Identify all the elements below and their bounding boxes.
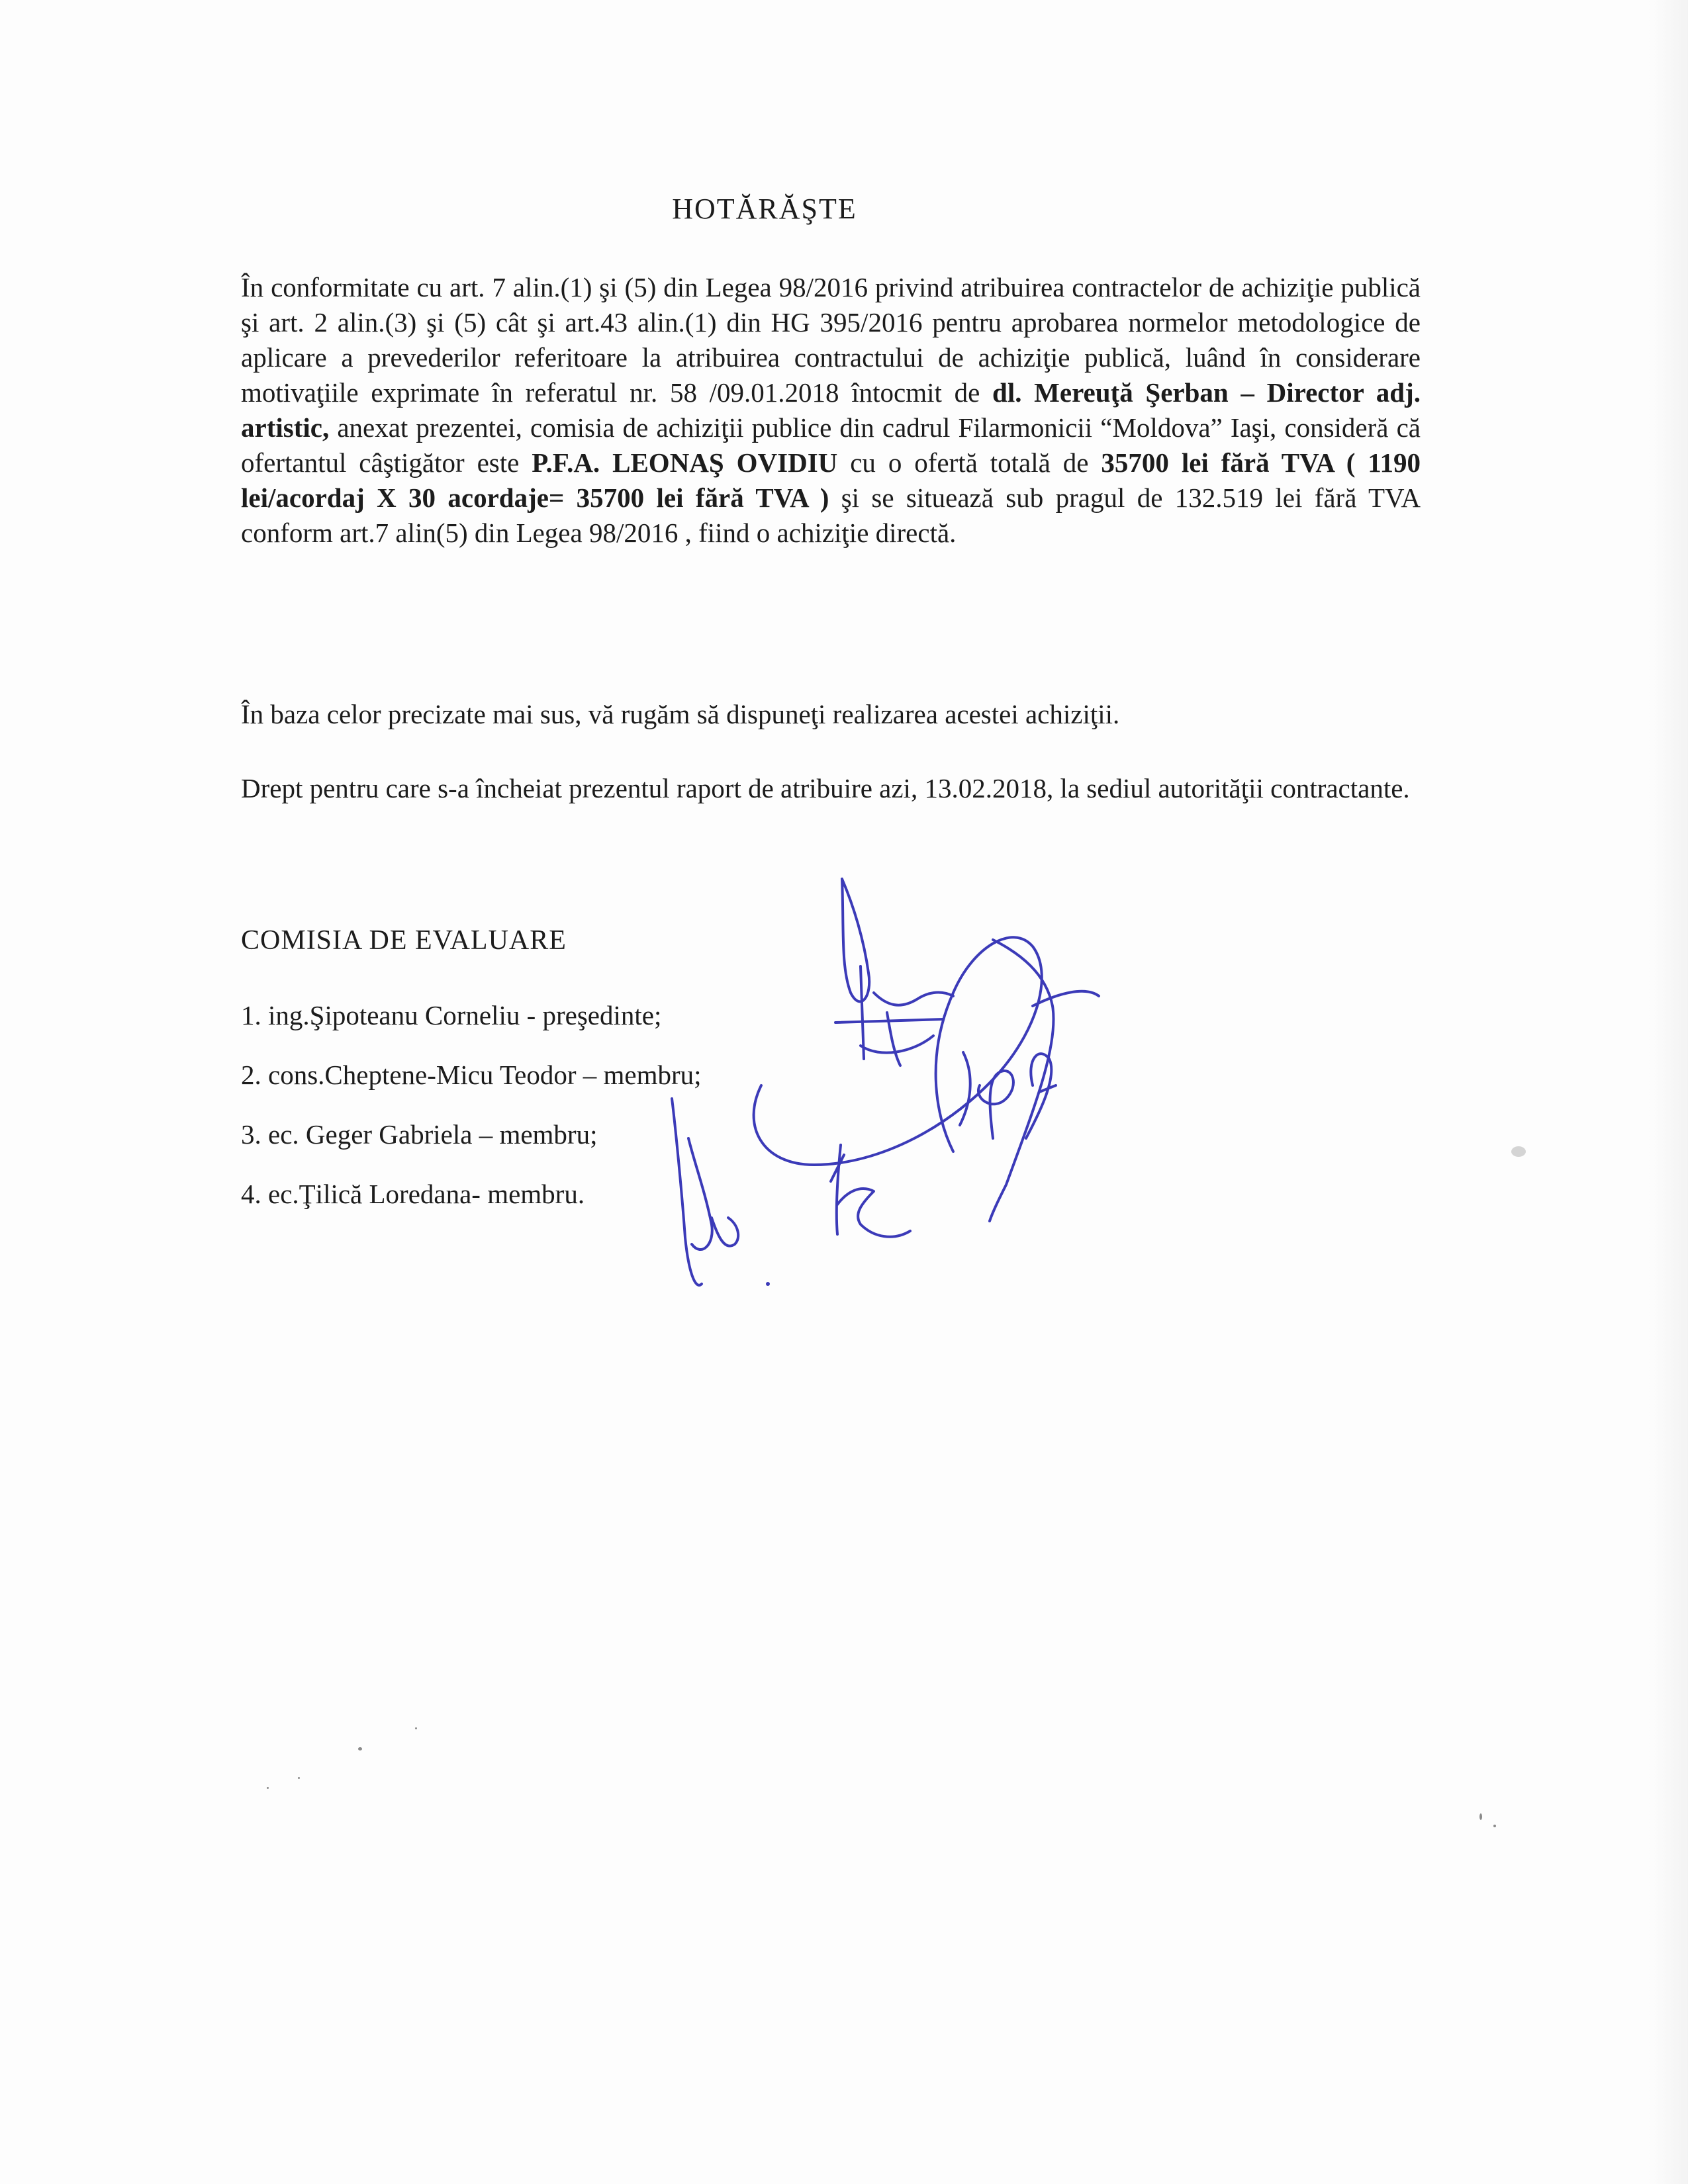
scan-speck — [358, 1747, 362, 1751]
request-paragraph: În baza celor precizate mai sus, vă rugăm să dispuneţi realizarea acestei achiziţii. — [241, 699, 1120, 729]
signature-president — [835, 879, 953, 1066]
signature-member-2 — [754, 937, 1099, 1221]
member-item: 3. ec. Geger Gabriela – membru; — [241, 1119, 598, 1150]
paragraph-text: şi se situează sub pragul de 132.519 lei fără TVA conform art.7 alin(5) din Legea 98/2016 , fiind o achiziţie directă. — [241, 482, 1421, 548]
member-item: 1. ing.Şipoteanu Corneliu - preşedinte; — [241, 1000, 662, 1030]
winning-bidder: P.F.A. LEONAŞ OVIDIU — [532, 447, 838, 478]
scan-speck — [1479, 1813, 1482, 1820]
scan-speck — [1493, 1825, 1496, 1827]
scan-speck — [267, 1787, 269, 1789]
referent-name: dl. Mereuţă Şerban – Director adj. artistic, — [241, 377, 1421, 443]
document-heading: HOTĂRĂŞTE — [672, 193, 857, 225]
offer-amount: 35700 lei fără TVA ( 1190 lei/acordaj X 30 acordaje= 35700 lei fără TVA ) — [241, 447, 1421, 513]
paragraph-text: cu o ofertă totală de — [837, 447, 1102, 478]
paragraph-text: În conformitate cu art. 7 alin.(1) şi (5) din Legea 98/2016 privind atribuirea contractelor de achiziţie publică şi art. 2 alin.(3) şi (5) cât şi art.43 alin.(1) din HG 395/2016 pentru aprobarea normelor metodologice de aplicare a prevederilor referitoare la atribuirea contractului de achiziţie publică, luând în considerare motivaţiile exprimate în referatul nr. 58 /09.01.2018 întocmit de — [241, 272, 1421, 408]
commission-members-list — [241, 999, 702, 1238]
member-item: 4. ec.Ţilică Loredana- membru. — [241, 1179, 585, 1209]
member-item: 2. cons.Cheptene-Micu Teodor – membru; — [241, 1060, 702, 1090]
scan-speck — [298, 1777, 300, 1779]
scan-speck — [1511, 1146, 1526, 1157]
closing-paragraph: Drept pentru care s-a încheiat prezentul raport de atribuire azi, 13.02.2018, la sediul autorităţii contractante. — [241, 773, 1410, 803]
signature-member-3 — [978, 1054, 1056, 1138]
commission-title: COMISIA DE EVALUARE — [241, 925, 567, 956]
signature-member-4 — [672, 1099, 910, 1285]
ink-dot — [766, 1282, 770, 1286]
paragraph-text: anexat prezentei, comisia de achiziţii publice din cadrul Filarmonicii “Moldova” Iaşi, consideră că ofertantul câştigător este — [241, 412, 1421, 478]
scan-edge-shadow — [1648, 0, 1688, 2184]
decision-paragraph — [241, 270, 1421, 551]
scan-speck — [415, 1727, 417, 1729]
